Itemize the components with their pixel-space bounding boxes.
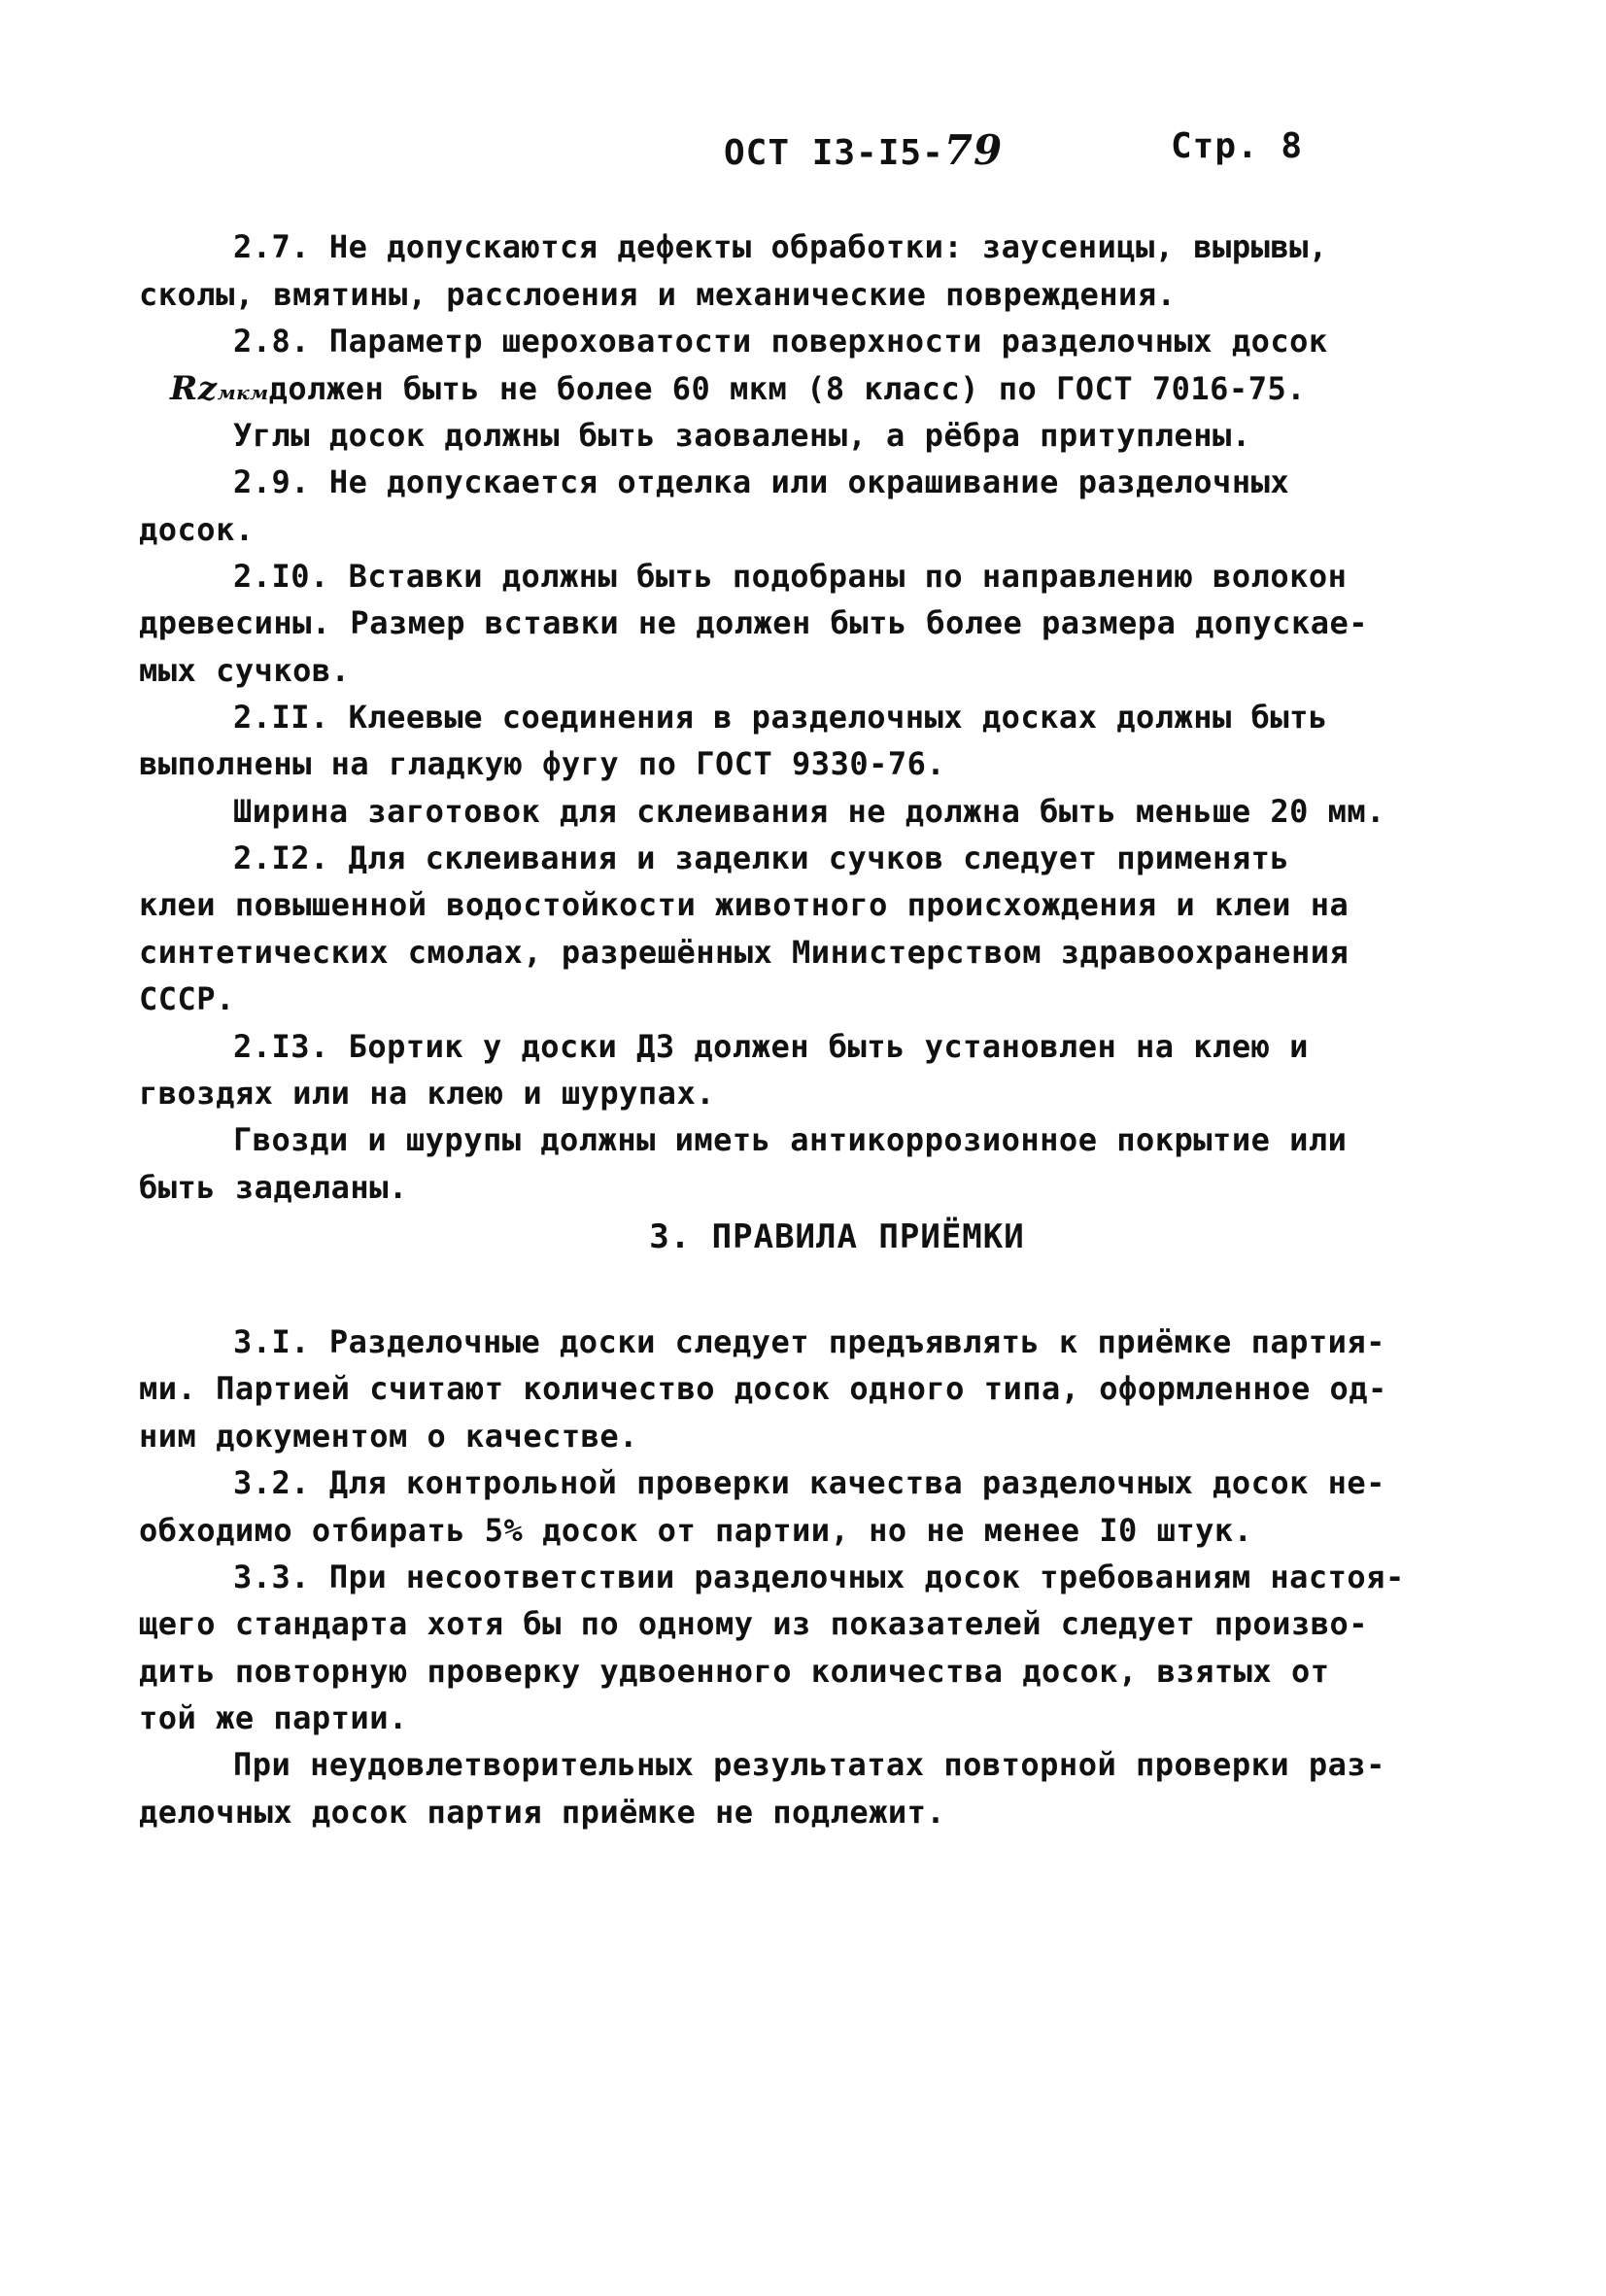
text-line: дить повторную проверку удвоенного количества досок, взятых от xyxy=(139,1653,1330,1690)
text-line: 2.I3. Бортик у доски Д3 должен быть установлен на клею и xyxy=(233,1028,1309,1065)
text-line: ми. Партией считают количество досок одного типа, оформленное од- xyxy=(139,1370,1387,1407)
text-line: Гвозди и шурупы должны иметь антикоррозионное покрытие или xyxy=(233,1121,1348,1158)
text-line: 2.I2. Для склеивания и заделки сучков следует применять xyxy=(233,840,1290,876)
document-code-prefix: ОСТ I3-I5- xyxy=(724,133,944,173)
text-line: выполнены на гладкую фугу по ГОСТ 9330-76. xyxy=(139,745,946,782)
text-line: мых сучков. xyxy=(139,652,351,689)
text-line: При неудовлетворительных результатах повторной проверки раз- xyxy=(233,1746,1385,1783)
text-line: синтетических смолах, разрешённых Министерством здравоохранения xyxy=(139,934,1350,971)
roughness-subscript: мкм xyxy=(217,381,269,404)
text-line: должен быть не более 60 мкм (8 класс) по ГОСТ 7016-75. xyxy=(268,370,1306,407)
text-line: 2.9. Не допускается отделка или окрашивание разделочных xyxy=(233,463,1290,500)
text-line: СССР. xyxy=(139,980,235,1017)
text-line: древесины. Размер вставки не должен быть более размера допускае- xyxy=(139,604,1368,641)
roughness-symbol: Rz xyxy=(170,369,218,408)
document-year: 79 xyxy=(943,126,1004,174)
text-line: ним документом о качестве. xyxy=(139,1418,638,1455)
text-line: 2.I0. Вставки должны быть подобраны по направлению волокон xyxy=(233,558,1348,595)
text-line: 3.3. При несоответствии разделочных досок требованиям настоя- xyxy=(233,1559,1405,1595)
text-line: быть заделаны. xyxy=(139,1169,408,1206)
text-line: 3.I. Разделочные доски следует предъявлять к приёмке партия- xyxy=(233,1323,1385,1360)
text-line: 3.2. Для контрольной проверки качества разделочных досок не- xyxy=(233,1464,1385,1501)
text-line: Углы досок должны быть заовалены, а рёбра притуплены. xyxy=(233,417,1251,454)
page-number: Стр. 8 xyxy=(1171,126,1304,166)
text-line: клеи повышенной водостойкости животного происхождения и клеи на xyxy=(139,886,1350,923)
text-line: 2.7. Не допускаются дефекты обработки: заусеницы, вырывы, xyxy=(233,228,1328,265)
text-line: щего стандарта хотя бы по одному из показателей следует произво- xyxy=(139,1605,1368,1642)
text-line: сколы, вмятины, расслоения и механические повреждения. xyxy=(139,276,1177,313)
text-line: 2.8. Параметр шероховатости поверхности разделочных досок xyxy=(233,323,1328,360)
text-line: той же партии. xyxy=(139,1699,408,1736)
text-line: досок. xyxy=(139,511,255,548)
document-code xyxy=(724,126,1003,174)
text-line: обходимо отбирать 5% досок от партии, но не менее I0 штук. xyxy=(139,1512,1253,1549)
text-line: Ширина заготовок для склеивания не должна быть меньше 20 мм. xyxy=(233,793,1385,830)
text-line: гвоздях или на клею и шурупах. xyxy=(139,1075,715,1112)
section-3-heading: 3. ПРАВИЛА ПРИЁМКИ xyxy=(649,1217,1025,1256)
text-line: делочных досок партия приёмке не подлежит. xyxy=(139,1794,946,1831)
roughness-line xyxy=(170,369,1306,408)
text-line: 2.II. Клеевые соединения в разделочных досках должны быть xyxy=(233,699,1328,736)
